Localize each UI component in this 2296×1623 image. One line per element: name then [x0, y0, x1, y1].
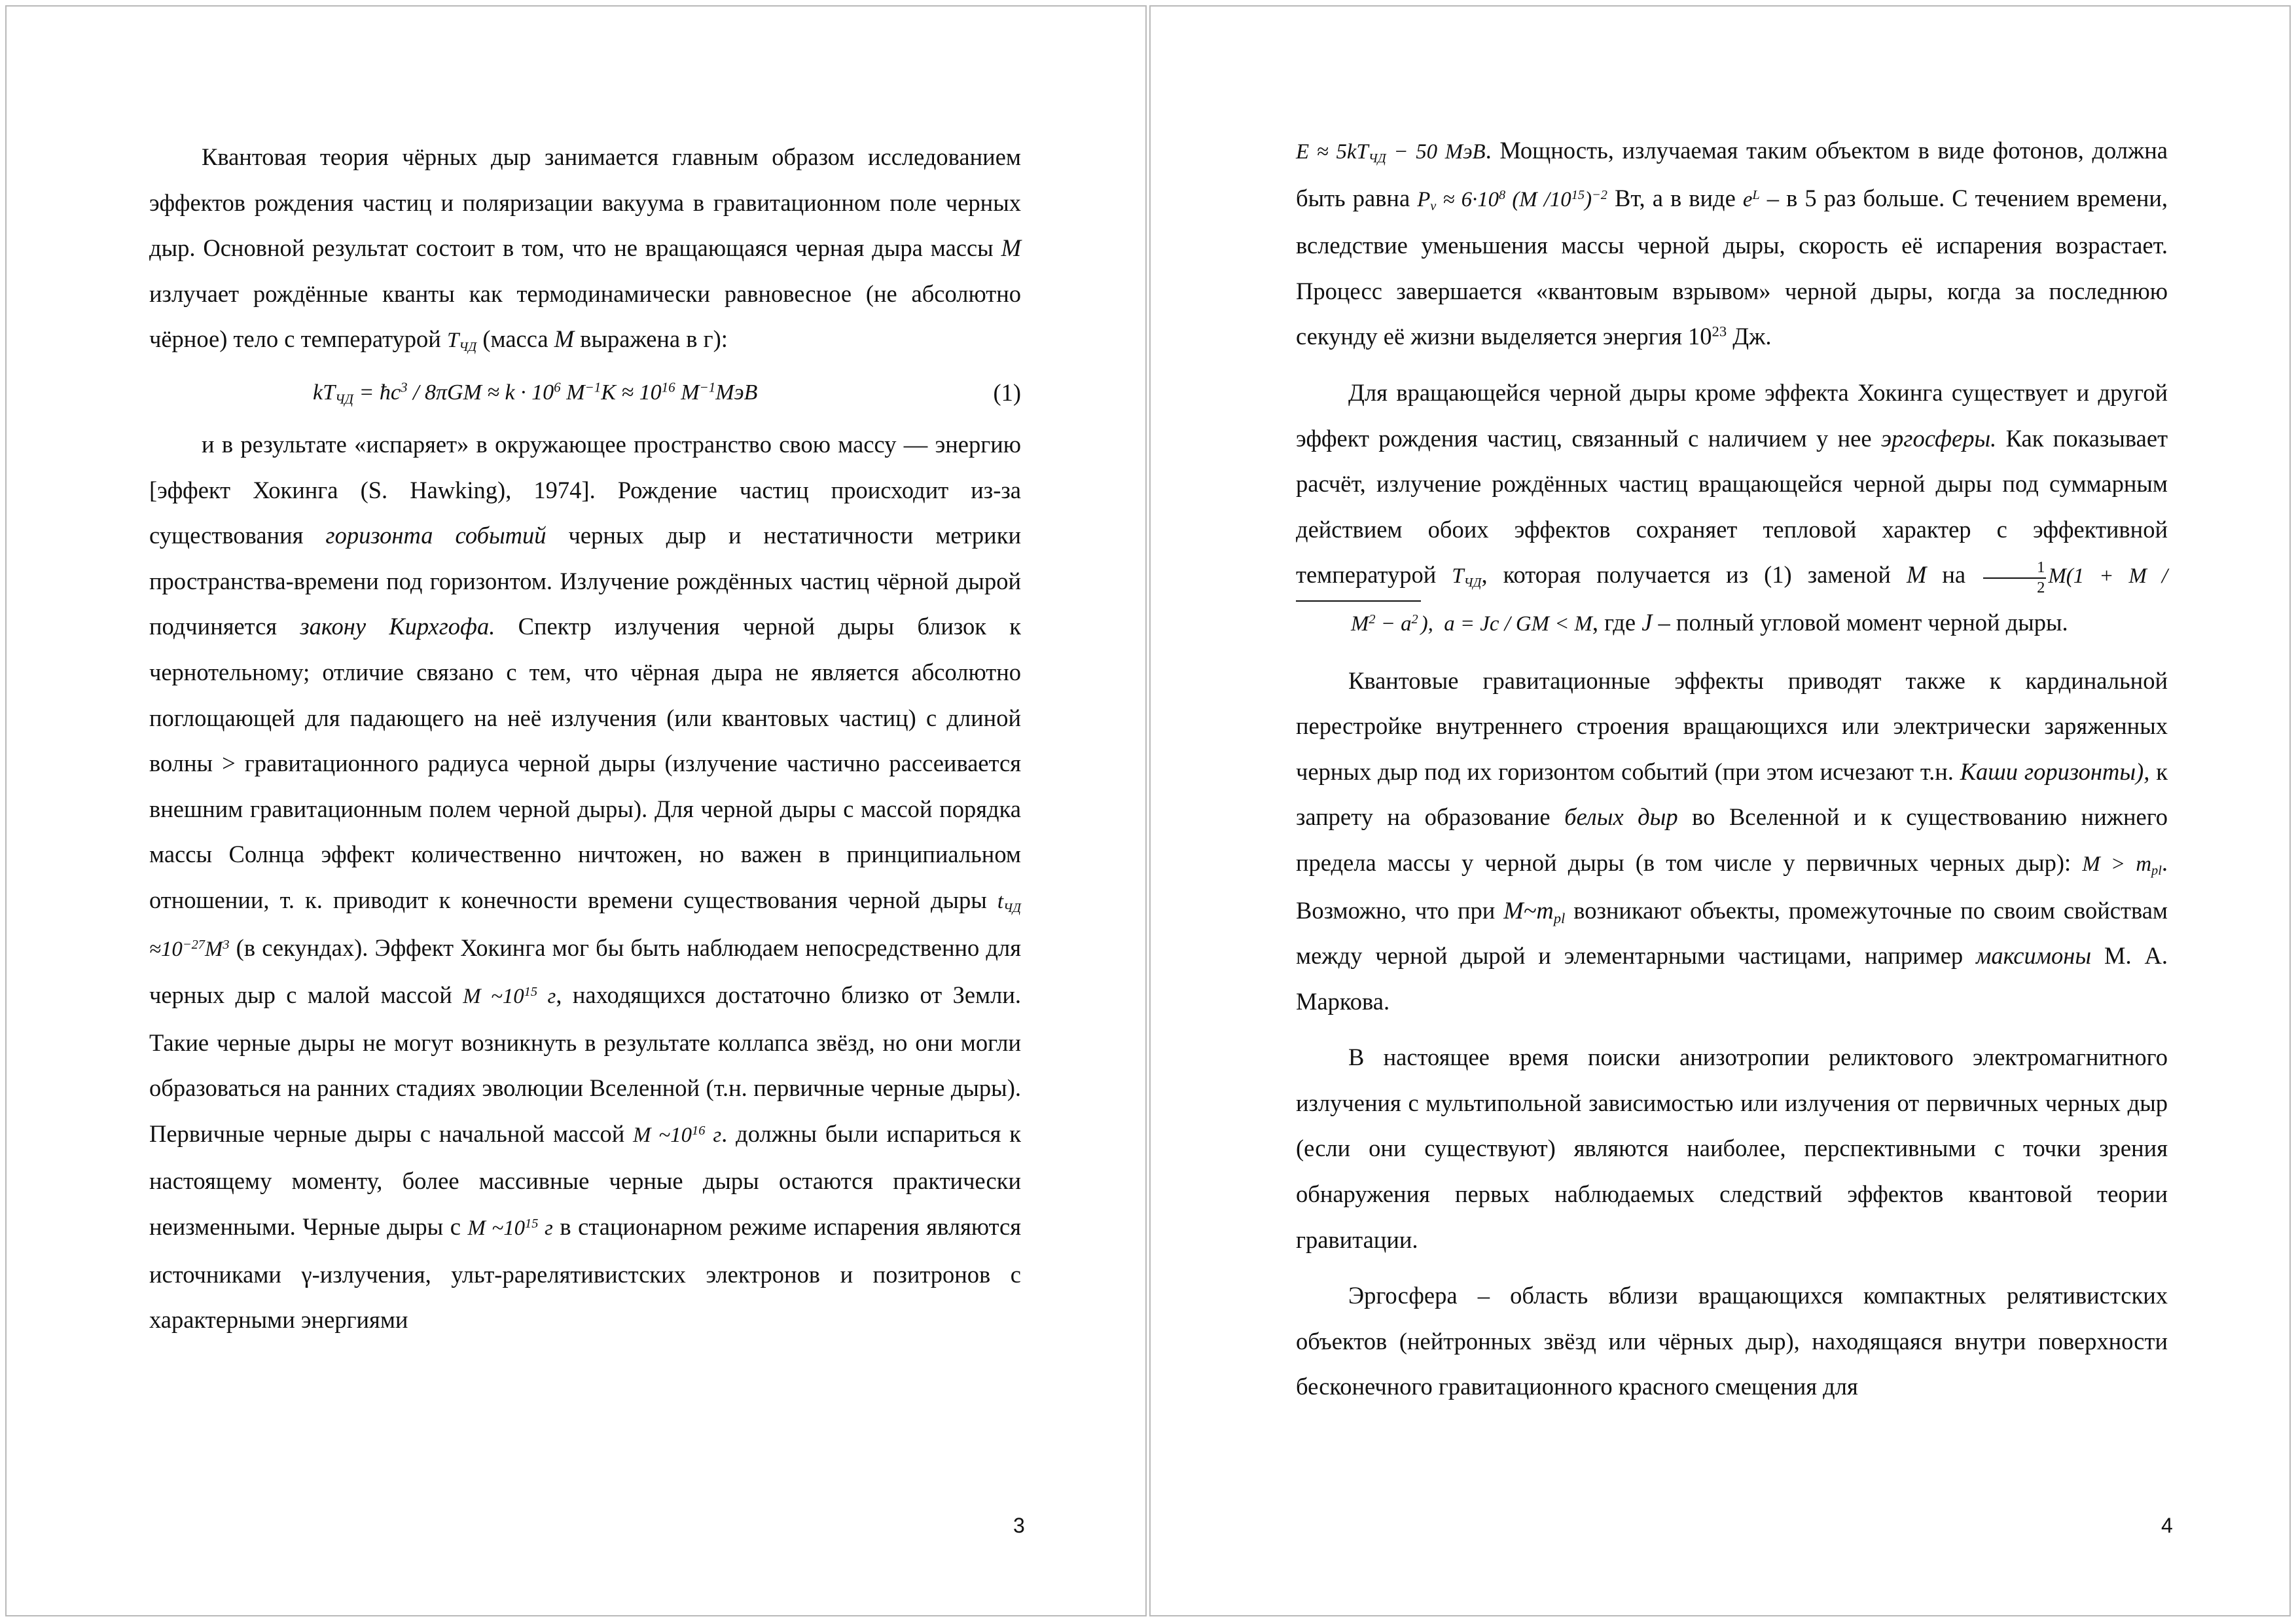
page-3: [5, 5, 1147, 1616]
paragraph: $E \approx 5kT_{ЧД} - 50$ МэВ. Мощность, излучаемая таким объектом в виде фотонов, должна быть равна $P_\nu \approx 6\cdot 10^8$ (M $/10^{15})^{-2}$ Вт, а в виде $e^L$ – в 5 раз больше. С течением времени, вследствие уменьшения массы черной дыры, скорость её испарения возрастает. Процесс завершается «квантовым взрывом» черной дыры, когда за последнюю секунду её жизни выделяется энергия $10^{23}$ Дж.: [1296, 137, 2168, 350]
page-4-text: [1296, 128, 2168, 1410]
page-3-text: [149, 134, 1021, 1343]
paragraph: Для вращающейся черной дыры кроме эффекта Хокинга существует и другой эффект рождения частиц, связанный с наличием у нее эргосферы. Как показывает расчёт, излучение рождённых частиц вращающейся черной дыры под суммарным действием обоих эффектов сохраняет тепловой характер с эффективной температурой $T_{ЧД}$, которая получается из (1) заменой M на $\frac{1}{2}$ $M(1 + M / M^2 - a^2$ ), a = Jc / GM < M, где J – полный угловой момент черной дыры.: [1296, 370, 2168, 647]
equation-label: (1): [993, 379, 1021, 407]
paragraph: Квантовые гравитационные эффекты приводят также к кардинальной перестройке внутреннего строения вращающихся или электрически заряженных черных дыр под их горизонтом событий (при этом исчезают т.н. Каши горизонты), к запрету на образование белых дыр во Вселенной и к существованию нижнего предела массы у черной дыры (в том числе у первичных черных дыр): $M > m_{pl}$. Возможно, что при $M\sim m_{pl}$ возникают объекты, промежуточные по своим свойствам между черной дырой и элементарными частицами, например максимоны М. А. Маркова.: [1296, 666, 2168, 1015]
equation-1: $kT_{ЧД}$ = $ħc^3 / 8\pi GM \approx k \cdot 10^6$ $M^{-1}K \approx 10^{16}$ $M^{-1}МэВ$ (1): [149, 367, 1021, 419]
paragraph: и в результате «испаряет» в окружающее пространство свою массу — энергию [эффект Хокинга (S. Hawking), 1974]. Рождение частиц происходит из-за существования горизонта событий черных дыр и нестатичности метрики пространства-времени под горизонтом. Излучение рождённых частиц чёрной дырой подчиняется закону Кирхгофа. Спектр излучения черной дыры близок к чернотельному; отличие связано с тем, что чёрная дыра не является абсолютно поглощающей для падающего на неё излучения (или квантовых частиц) с длиной волны > гравитационного радиуса черной дыры (излучение частично рассеивается внешним гравитационным полем черной дыры). Для черной дыры с массой порядка массы Солнца эффект количественно ничтожен, но важен в принципиальном отношении, т. к. приводит к конечности времени существования черной дыры $t_{ЧД} \approx 10^{-27}M^3$ (в секундах). Эффект Хокинга мог бы быть наблюдаем непосредственно для черных дыр с малой массой M $\sim 10^{15}$ г, находящихся достаточно близко от Земли. Такие черные дыры не могут возникнуть в результате коллапса звёзд, но они могли образоваться на ранних стадиях эволюции Вселенной (т.н. первичные черные дыры). Первичные черные дыры с начальной массой M $\sim 10^{16}$ г. должны были испариться к настоящему моменту, более массивные черные дыры остаются практически неизменными. Черные дыры с M $\sim 10^{15}$ г в стационарном режиме испарения являются источниками γ-излучения, ульт-рарелятивистских электронов и позитронов с характерными энергиями: [149, 430, 1022, 1334]
paragraph: В настоящее время поиски анизотропии реликтового электромагнитного излучения с мультипольной зависимостью или излучения от первичных черных дыр (если они существуют) являются наиболее, перспективными с точки зрения обнаружения первых наблюдаемых следствий эффектов квантовой теории гравитации.: [1296, 1044, 2168, 1253]
page-number: 3: [1013, 1514, 1025, 1537]
paragraph: Квантовая теория чёрных дыр занимается главным образом исследованием эффектов рождения частиц и поляризации вакуума в гравитационном поле черных дыр. Основной результат состоит в том, что не вращающаяся черная дыра массы M излучает рождённые кванты как термодинамически равновесное (не абсолютно чёрное) тело с температурой $T_{ЧД}$ (масса M выражена в г):: [149, 143, 1022, 355]
paragraph: Эргосфера – область вблизи вращающихся компактных релятивистских объектов (нейтронных звёзд или чёрных дыр), находящаяся внутри поверхности бесконечного гравитационного красного смещения для: [1296, 1282, 2168, 1400]
page-number: 4: [2161, 1514, 2173, 1537]
page-4: [1149, 5, 2291, 1616]
